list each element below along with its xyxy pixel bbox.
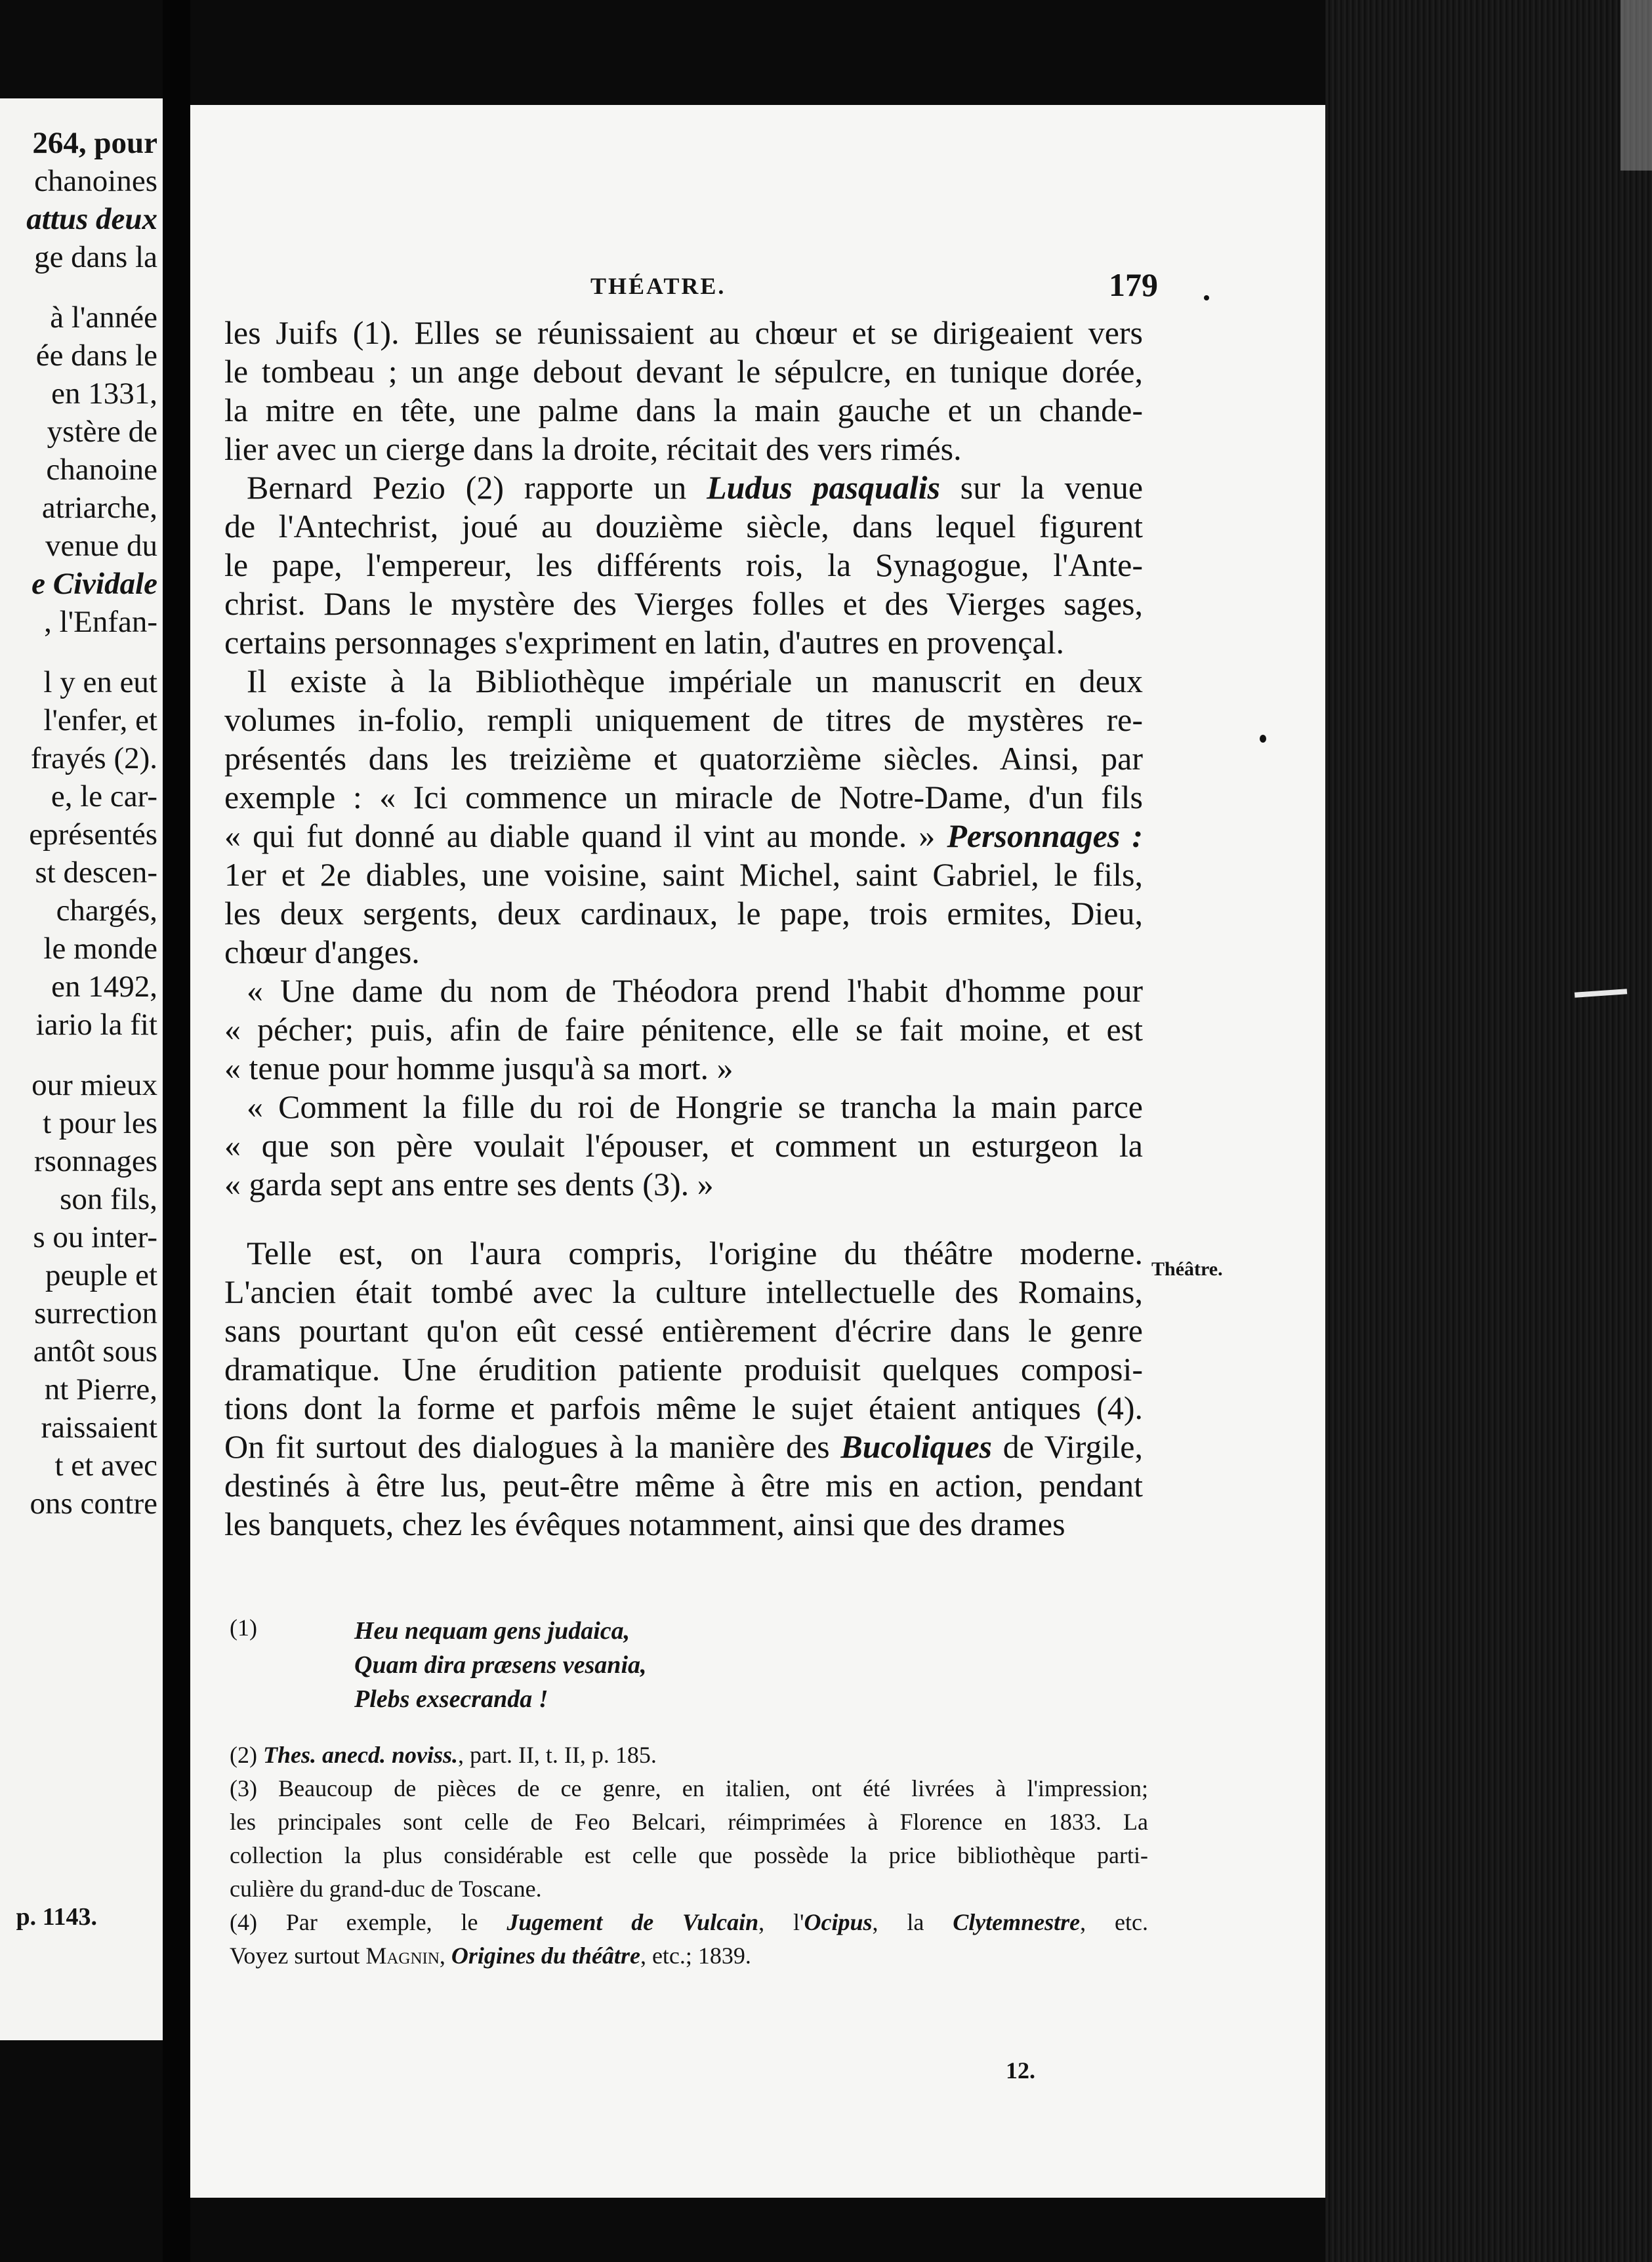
page-number: 179 xyxy=(1109,266,1158,303)
previous-page-line: eprésentés xyxy=(29,817,157,852)
text-line: « qui fut donné au diable quand il vint au monde. » Personnages : xyxy=(224,817,1143,854)
footnote-line: culière du grand-duc de Toscane. xyxy=(230,1876,542,1902)
text-line: Bernard Pezio (2) rapporte un Ludus pasqualis sur la venue xyxy=(247,469,1144,506)
previous-page-line: atriarche, xyxy=(41,491,157,525)
previous-page-line: our mieux xyxy=(31,1068,157,1102)
verse-line: Plebs exsecranda ! xyxy=(354,1685,548,1713)
footnote-line: (3) Beaucoup de pièces de ce genre, en italien, ont été livrées à l'impression; xyxy=(230,1775,1148,1801)
text-line: volumes in-folio, rempli uniquement de titres de mystères re- xyxy=(224,701,1143,738)
previous-page-line: chanoines xyxy=(34,164,157,198)
verse-line: Quam dira præsens vesania, xyxy=(354,1651,647,1679)
footnote-line: collection la plus considérable est celle que possède la price bibliothèque parti- xyxy=(230,1842,1148,1868)
edge-mark xyxy=(1621,0,1652,171)
text-line: les Juifs (1). Elles se réunissaient au chœur et se dirigeaient vers xyxy=(224,314,1143,351)
text-line: Il existe à la Bibliothèque impériale un manuscrit en deux xyxy=(247,663,1143,699)
previous-page-line: l y en eut xyxy=(43,665,157,699)
text-line: 1er et 2e diables, une voisine, saint Michel, saint Gabriel, le fils, xyxy=(224,856,1143,893)
previous-page-line: chargés, xyxy=(56,894,157,928)
text-line: dramatique. Une érudition patiente produisit quelques composi- xyxy=(224,1351,1143,1388)
text-line: les deux sergents, deux cardinaux, le pape, trois ermites, Dieu, xyxy=(224,895,1143,932)
previous-page-line: t et avec xyxy=(54,1449,157,1483)
previous-page-line: en 1331, xyxy=(51,377,157,411)
footnote-1 xyxy=(230,1614,1148,1738)
text-line: « que son père voulait l'épouser, et comment un esturgeon la xyxy=(224,1127,1143,1164)
text-line: les banquets, chez les évêques notamment, ainsi que des drames xyxy=(224,1506,1065,1542)
paragraph xyxy=(224,468,1143,662)
paragraph xyxy=(224,662,1143,972)
footnote-line: les principales sont celle de Feo Belcari, réimprimées à Florence en 1833. La xyxy=(230,1809,1148,1835)
previous-page-line: frayés (2). xyxy=(30,741,157,775)
previous-page-line: venue du xyxy=(45,529,157,563)
paragraph-gap xyxy=(224,1204,1143,1234)
current-page xyxy=(190,105,1325,2198)
signature-mark: 12. xyxy=(1006,2057,1035,2084)
previous-page-line: st descen- xyxy=(35,855,157,890)
paragraph xyxy=(224,1088,1143,1204)
margin-note: Théâtre. xyxy=(1151,1258,1223,1280)
edge-highlight xyxy=(1575,989,1627,998)
text-line: présentés dans les treizième et quatorzième siècles. Ainsi, par xyxy=(224,740,1143,777)
previous-page-line: e, le car- xyxy=(51,779,157,813)
previous-page-line: antôt sous xyxy=(33,1334,157,1368)
paragraph xyxy=(224,314,1143,468)
previous-page-line: iario la fit xyxy=(35,1008,157,1042)
footnote-line: (4) Par exemple, le Jugement de Vulcain, l'Ocipus, la Clytemnestre, etc. xyxy=(230,1909,1148,1935)
previous-page-footer: p. 1143. xyxy=(16,1903,97,1931)
previous-page-line: surrection xyxy=(34,1296,157,1330)
footnote-line: Voyez surtout Magnin, Origines du théâtre, etc.; 1839. xyxy=(230,1943,751,1969)
footnote-1-label: (1) xyxy=(230,1614,257,1641)
footnote-2 xyxy=(230,1738,1148,1772)
previous-page-line: raissaient xyxy=(41,1410,157,1445)
text-line: la mitre en tête, une palme dans la main gauche et un chande- xyxy=(224,392,1143,428)
footnote-3 xyxy=(230,1772,1148,1906)
text-line: christ. Dans le mystère des Vierges folles et des Vierges sages, xyxy=(224,585,1143,622)
previous-page-line: rsonnages xyxy=(34,1144,157,1178)
text-line: On fit surtout des dialogues à la manière des Bucoliques de Virgile, xyxy=(224,1428,1143,1465)
previous-page-line: attus deux xyxy=(26,202,157,236)
text-line: « pécher; puis, afin de faire pénitence, elle se fait moine, et est xyxy=(224,1011,1143,1048)
text-line: Telle est, on l'aura compris, l'origine du théâtre moderne. xyxy=(247,1235,1143,1271)
previous-page-line: ystère de xyxy=(47,415,157,449)
previous-page-line: ons contre xyxy=(30,1487,157,1521)
previous-page-line: en 1492, xyxy=(51,970,157,1004)
footnote-1-verse xyxy=(354,1614,647,1716)
text-line: « Comment la fille du roi de Hongrie se trancha la main parce xyxy=(247,1088,1143,1125)
previous-page-line: son fils, xyxy=(60,1182,157,1216)
ink-speck xyxy=(1260,735,1266,743)
verse-line: Heu nequam gens judaica, xyxy=(354,1617,630,1645)
text-line: L'ancien était tombé avec la culture intellectuelle des Romains, xyxy=(224,1273,1143,1310)
footnotes xyxy=(230,1614,1148,1973)
text-line: lier avec un cierge dans la droite, récitait des vers rimés. xyxy=(224,430,962,467)
text-line: sans pourtant qu'on eût cessé entièrement d'écrire dans le genre xyxy=(224,1312,1143,1349)
text-line: tions dont la forme et parfois même le sujet étaient antiques (4). xyxy=(224,1389,1143,1426)
previous-page-line: peuple et xyxy=(45,1258,157,1292)
previous-page-line: nt Pierre, xyxy=(44,1372,157,1407)
text-line: le tombeau ; un ange debout devant le sépulcre, en tunique dorée, xyxy=(224,353,1143,390)
previous-page-line: l'enfer, et xyxy=(43,703,157,737)
previous-page-line: s ou inter- xyxy=(33,1220,157,1254)
previous-page-line: , l'Enfan- xyxy=(44,605,157,639)
paragraph xyxy=(224,1234,1143,1544)
previous-page-line: e Cividale xyxy=(31,567,157,601)
text-line: certains personnages s'expriment en latin, d'autres en provençal. xyxy=(224,624,1065,661)
footnote-line: (2) Thes. anecd. noviss., part. II, t. II, p. 185. xyxy=(230,1742,657,1768)
book-gutter xyxy=(163,0,190,2262)
book-edge xyxy=(1325,0,1652,2262)
text-line: « Une dame du nom de Théodora prend l'habit d'homme pour xyxy=(247,972,1143,1009)
text-line: le pape, l'empereur, les différents rois, la Synagogue, l'Ante- xyxy=(224,546,1143,583)
previous-page-line: ée dans le xyxy=(35,339,157,373)
previous-page-line: à l'année xyxy=(50,300,157,335)
previous-page-line: t pour les xyxy=(43,1106,157,1140)
body-text xyxy=(224,314,1143,1544)
previous-page-line: 264, pour xyxy=(32,126,157,160)
text-line: destinés à être lus, peut-être même à être mis en action, pendant xyxy=(224,1467,1143,1504)
previous-page-line: chanoine xyxy=(46,453,157,487)
page-header xyxy=(190,266,1325,312)
text-line: « tenue pour homme jusqu'à sa mort. » xyxy=(224,1050,733,1086)
text-line: « garda sept ans entre ses dents (3). » xyxy=(224,1166,714,1203)
ink-speck xyxy=(1204,295,1209,300)
previous-page xyxy=(0,98,163,2040)
previous-page-line: le monde xyxy=(43,932,157,966)
running-head: THÉATRE. xyxy=(590,273,726,299)
paragraph xyxy=(224,972,1143,1088)
footnote-4 xyxy=(230,1906,1148,1973)
text-line: chœur d'anges. xyxy=(224,934,420,970)
text-line: exemple : « Ici commence un miracle de Notre-Dame, d'un fils xyxy=(224,779,1143,815)
text-line: de l'Antechrist, joué au douzième siècle, dans lequel figurent xyxy=(224,508,1143,545)
previous-page-line: ge dans la xyxy=(34,240,157,274)
